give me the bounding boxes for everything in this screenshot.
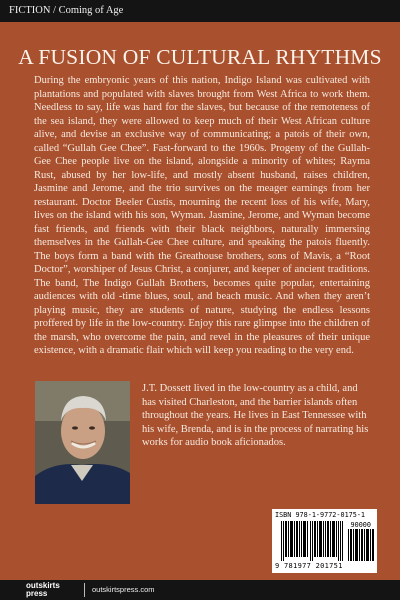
isbn-label: ISBN 978-1-9772-0175-1	[275, 511, 366, 519]
barcode-bars	[281, 521, 343, 561]
publisher-logo-line2: press	[26, 588, 48, 598]
author-portrait-image	[35, 381, 130, 504]
isbn-barcode	[272, 509, 377, 573]
publisher-logo-line1: outskirts	[26, 581, 60, 590]
category-label: FICTION / Coming of Age	[9, 5, 124, 16]
price-code: 90000	[350, 521, 371, 529]
category-bar	[0, 0, 400, 22]
publisher-bar	[0, 580, 400, 600]
publisher-website: outskirtspress.com	[92, 585, 155, 594]
barcode-digits: 9 781977 201751	[275, 562, 343, 570]
author-photo	[35, 381, 130, 504]
author-bio: J.T. Dossett lived in the low-country as a child, and has visited Charleston, and the barrier islands often throughout the years. He lives in East Tennessee with his wife, Brenda, and is in the process of narrating his works for audio book aficionados.	[142, 383, 369, 448]
addon-barcode-bars	[348, 529, 374, 561]
footer-divider	[84, 583, 85, 597]
cover-heading: A FUSION OF CULTURAL RHYTHMS	[18, 45, 382, 69]
synopsis-text: During the embryonic years of this nation, Indigo Island was cultivated with plantations and populated with slaves brought from West Africa to work them. Needless to say, life was hard for the slaves, but because of the remoteness of the sea island, they were allowed to keep much of their West African culture alive, and devise an exclusive way of communicating; a patois of their own, called “Gullah Gee Chee”. Fast-forward to the 1960s. Progeny of the Gullah-Gee Chee people live on the island, alongside a minority of whites; Rayma Rust, abused by her low-life, and mostly absent husband, raises children, Jasmine and Jerome, and the trio survives on the meager earnings from her restaurant. Doctor Beeler Custis, mourning the recent loss of his wife, Mary, lives on the island with his son, Wyman. Jasmine, Jerome, and Wyman become fast friends, and friends with their black neighbors, naturally immersing themselves in the Gullah-Gee Chee culture, and speaking the patois fluently. The boys form a band with the Greathouse brothers, sons of Mavis, a “Root Doctor”, worshiper of Jesus Christ, a conjurer, and keeper of ancient traditions. The band, The Indigo Gullah Brothers, becomes quite popular, entertaining audiences with old -time blues, soul, and beach music. And when they aren’t playing music, they are students of nature, studying the endless lessons proffered by life in the low-country. Enjoy this rare glimpse into the children of the marsh, who overcome the pain, and revel in the pleasures of their unique existence, with a dramatic flair which will keep you reading to the very end.	[34, 75, 370, 356]
publisher-logo	[26, 582, 60, 597]
